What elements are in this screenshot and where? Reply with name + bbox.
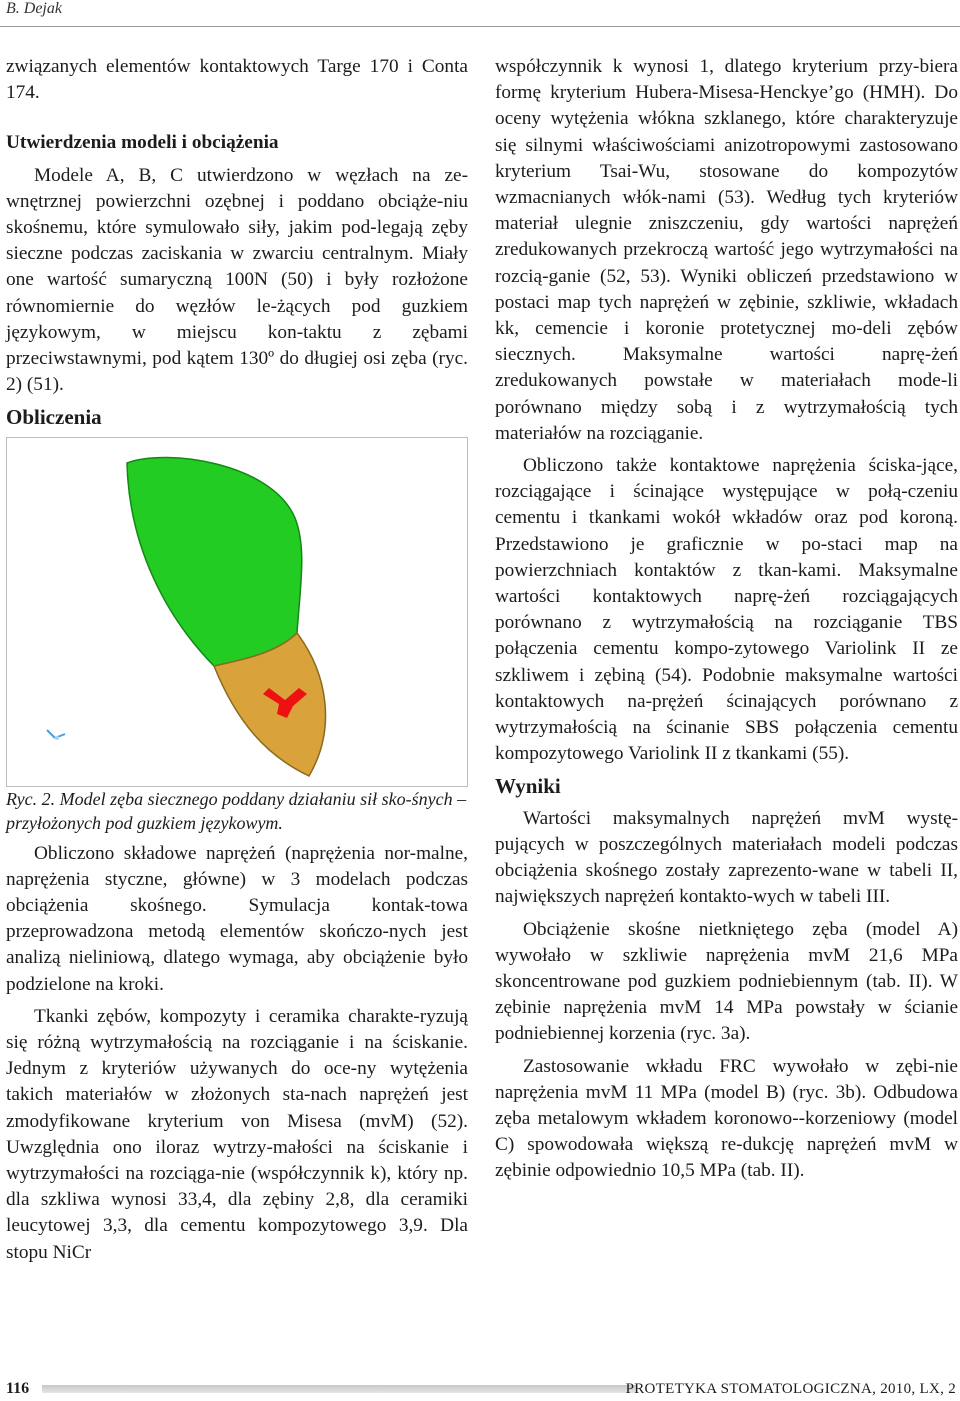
tooth-model-illustration [7, 438, 467, 786]
paragraph: Tkanki zębów, kompozyty i ceramika charakte-ryzują się różną wytrzymałością na rozciąganie i na ściskanie. Jednym z kryteriów używanych do oce-ny wytężenia takich materiałów w złożonych sta-nach naprężeń jest zmodyfikowane kryterium von Misesa (mvM) (52). Uwzględnia ono iloraz wytrzy-małości na ściskanie i wytrzymałości na rozciąga-nie (współczynnik k), który np. dla szkliwa wynosi 33,4, dla zębiny 2,8, dla ceramiki leucytowej 3,3, dla cementu kompozytowego 3,9. Dla stopu NiCr [6, 1005, 468, 1263]
page-footer [0, 1380, 960, 1398]
tooth-root [127, 457, 302, 665]
paragraph: Obliczono składowe naprężeń (naprężenia nor-malne, naprężenia styczne, główne) w 3 modelach podczas obciążenia skośnego. Symulacja kontak-towa przeprowadzona metodą elementów skończo-nych jest analizą nieliniową, dlatego wymaga, aby obciążenie było podzielone na kroki. [6, 842, 468, 995]
paragraph: Wartości maksymalnych naprężeń mvM wystę-pujących w poszczególnych materiałach modeli podczas obciążenia skośnego zostały zaprezento-wane w tabeli II, największych naprężeń kontakto-wych w tabeli III. [495, 807, 958, 908]
paragraph: Obliczono także kontaktowe naprężenia ściska-jące, rozciągające i ścinające występujące w połą-czeniu cementu i tkankami wokół wkładów oraz pod koroną. Przedstawiono je graficznie w po-staci map na powierzchniach kontaktów z tkan-kami. Maksymalne wartości kontaktowych naprę-żeń rozciągających porównano z wytrzymałością na rozciąganie TBS połączenia cementu kompo-zytowego Variolink II ze szkliwem i zębiną (54). Podobnie maksymalne wartości kontaktowych na-prężeń ścinających porównano z wytrzymałością na ścinanie SBS połączenia cementu kompozytowego Variolink II z tkankami (55). [495, 455, 958, 765]
section-heading: Utwierdzenia modeli i obciążenia [6, 132, 279, 154]
paragraph: współczynnik k wynosi 1, dlatego kryterium przy-biera formę kryterium Hubera-Misesa-Henckye’go (HMH). Do oceny wytężenia włókna szklanego, które charakteryzuje się silnymi właściwościami anizotropowymi zastosowano kryterium Tsai-Wu, stosowane do kompozytów wzmacnianych włók-nami (53). Według tych kryteriów materiał ulegnie zniszczeniu, gdy wartości naprężeń zredukowanych przekroczą wartość jego wytrzymałości na rozcią-ganie (52, 53). Wyniki obliczeń przedstawiono w postaci map tych naprężeń w zębinie, szkliwie, wkładach kk, cemencie i koronie protetycznej mo-deli zębów siecznych. Maksymalne wartości naprę-żeń zredukowanych powstałe w materiałach mode-li porównano między sobą i z wytrzymałością tych materiałów na rozciąganie. [495, 56, 958, 444]
paragraph: związanych elementów kontaktowych Targe 170 i Conta 174. [6, 56, 468, 104]
paragraph: Modele A, B, C utwierdzono w węzłach na ze-wnętrznej powierzchni ozębnej i poddano obciąże-niu skośnemu, które symulowało siły, jakim pod-legają zęby sieczne podczas zaciskania w zwarciu centralnym. Miały one wartość sumaryczną 100N (50) i były rozłożone równomiernie do węzłów le-żących pod guzkiem językowym, w miejscu kon-taktu z zębami przeciwstawnymi, pod kątem 130º do długiej osi zęba (ryc. 2) (51). [6, 164, 468, 396]
running-head: B. Dejak [6, 0, 62, 17]
footer-bar [42, 1385, 636, 1393]
paragraph: Obciążenie skośne nietkniętego zęba (model A) wywołało w szkliwie naprężenia mvM 21,6 MPa skoncentrowane pod guzkiem podniebiennym (tab. II). W zębinie naprężenia mvM 14 MPa powstały w ścianie podniebiennej korzenia (ryc. 3a). [495, 918, 958, 1045]
axis-triad-icon [47, 730, 65, 740]
right-column [495, 54, 958, 1191]
section-heading: Wyniki [495, 774, 561, 799]
header-rule [0, 26, 960, 27]
journal-name: PROTETYKA STOMATOLOGICZNA, 2010, LX, 2 [625, 1381, 956, 1397]
page-number: 116 [6, 1380, 30, 1397]
figure-caption: Ryc. 2. Model zęba siecznego poddany działaniu sił sko-śnych –przyłożonych pod guzkiem językowym. [6, 788, 467, 833]
tooth-model-figure [6, 437, 468, 787]
paragraph: Zastosowanie wkładu FRC wywołało w zębi-nie naprężenia mvM 11 MPa (model B) (ryc. 3b). Odbudowa zęba metalowym wkładem koronowo--korzeniowy (model C) spowodowała większą re-dukcję naprężeń mvM w zębinie odpowiednio 10,5 MPa (tab. II). [495, 1055, 958, 1182]
section-heading: Obliczenia [6, 405, 102, 430]
left-column [6, 54, 468, 1272]
